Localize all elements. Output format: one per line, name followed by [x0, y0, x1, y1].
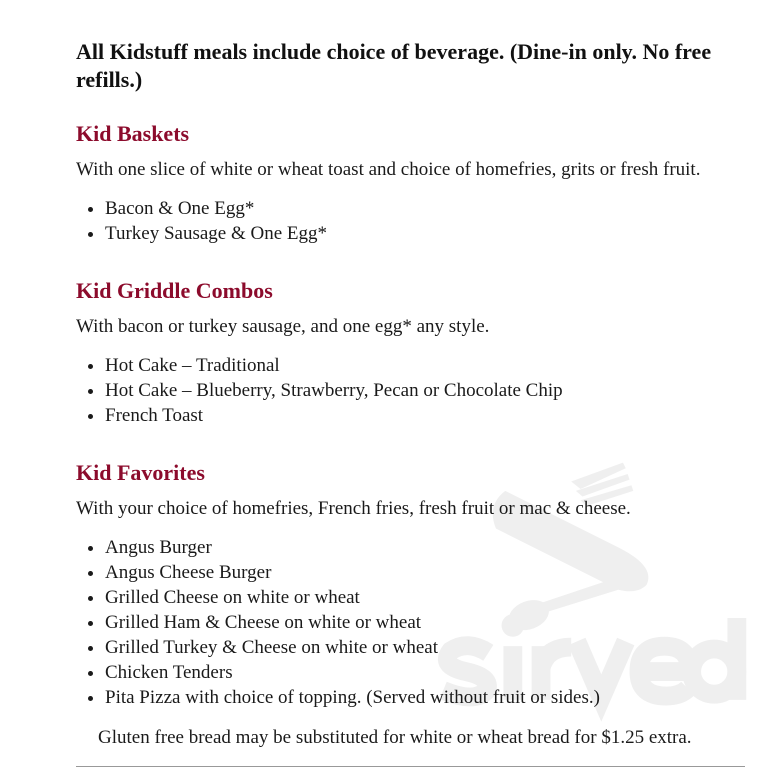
- list-item: • Grilled Turkey & Cheese on white or wheat: [105, 635, 746, 660]
- section-description: With your choice of homefries, French fries, fresh fruit or mac & cheese.: [76, 498, 631, 519]
- kids-menu: [76, 0, 746, 767]
- section-title-kid-favorites: Kid Favorites: [76, 460, 205, 485]
- list-item: • Bacon & One Egg*: [105, 196, 746, 221]
- divider: [76, 766, 745, 767]
- list-item: • Grilled Cheese on white or wheat: [105, 585, 746, 610]
- item-list: [76, 353, 746, 428]
- list-item: • Pita Pizza with choice of topping. (Served without fruit or sides.): [105, 685, 746, 710]
- list-item: • Angus Cheese Burger: [105, 560, 746, 585]
- list-item: • French Toast: [105, 403, 746, 428]
- gluten-free-note: Gluten free bread may be substituted for white or wheat bread for $1.25 extra.: [98, 727, 692, 748]
- list-item: • Turkey Sausage & One Egg*: [105, 221, 746, 246]
- list-item: • Angus Burger: [105, 535, 746, 560]
- list-item: • Grilled Ham & Cheese on white or wheat: [105, 610, 746, 635]
- list-item: • Chicken Tenders: [105, 660, 746, 685]
- section-title-kid-baskets: Kid Baskets: [76, 121, 190, 146]
- list-item: • Hot Cake – Traditional: [105, 353, 746, 378]
- intro-heading: All Kidstuff meals include choice of beverage. (Dine-in only. No free refills.): [76, 39, 712, 92]
- item-list: [76, 196, 746, 246]
- section-description: With one slice of white or wheat toast and choice of homefries, grits or fresh fruit.: [76, 159, 701, 180]
- list-item: • Hot Cake – Blueberry, Strawberry, Pecan or Chocolate Chip: [105, 378, 746, 403]
- section-title-kid-griddle-combos: Kid Griddle Combos: [76, 278, 273, 303]
- section-description: With bacon or turkey sausage, and one egg* any style.: [76, 316, 490, 337]
- item-list: [76, 535, 746, 710]
